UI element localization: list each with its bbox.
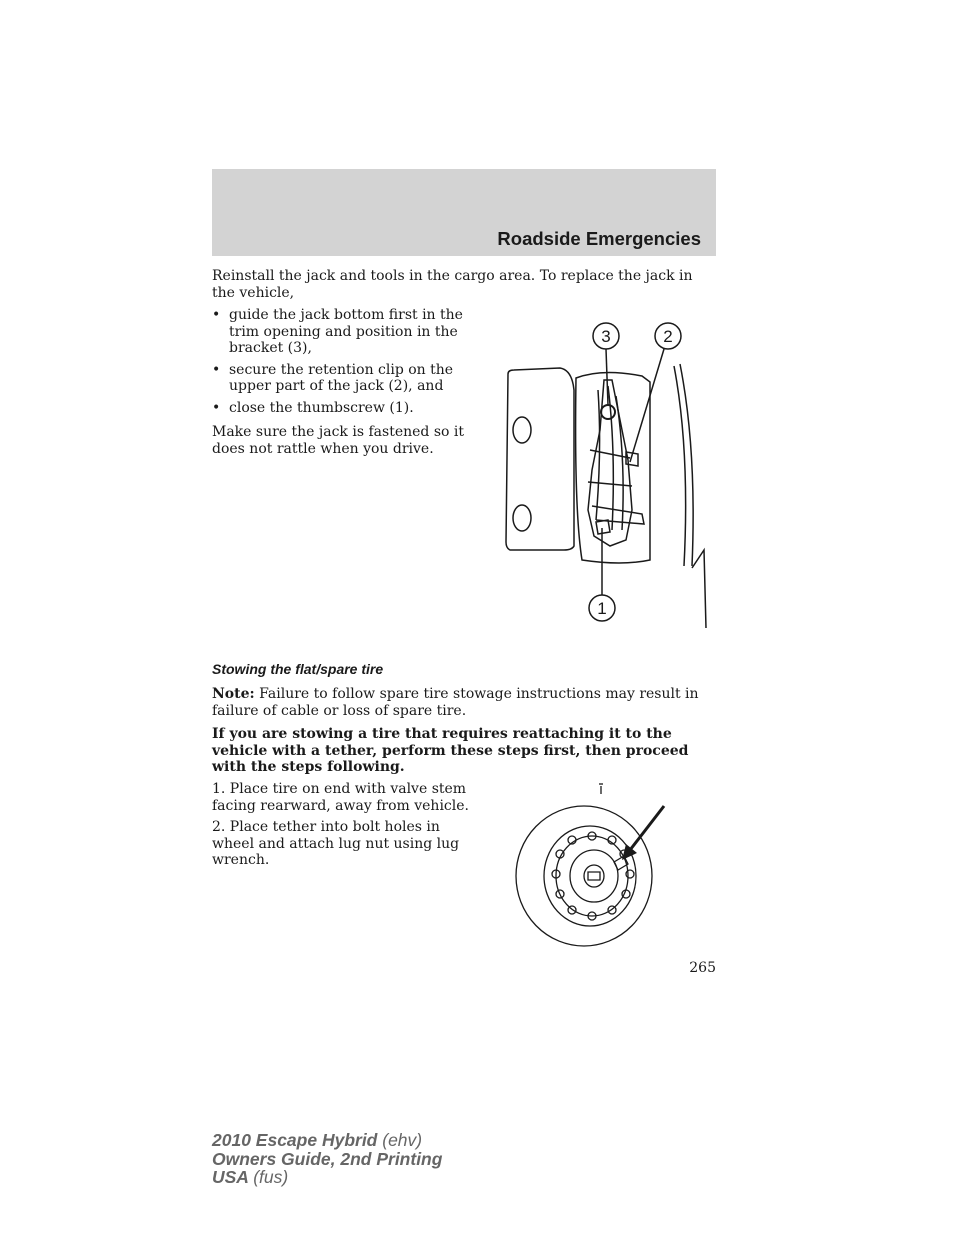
note-label: Note: xyxy=(212,686,255,702)
jack-stowage-illustration xyxy=(492,310,714,628)
fasten-note-paragraph: Make sure the jack is fastened so it does not rattle when you drive. xyxy=(212,424,464,457)
jack-intro-paragraph: Reinstall the jack and tools in the cargo area. To replace the jack in the vehicle, xyxy=(212,268,693,301)
document-footer xyxy=(212,1131,442,1187)
bullet-icon: • xyxy=(212,361,221,378)
jack-steps-list xyxy=(212,307,472,421)
spare-tire-illustration xyxy=(506,780,674,952)
footer-model-code: (ehv) xyxy=(382,1130,423,1150)
note-text: Failure to follow spare tire stowage instructions may result in failure of cable or loss of spare tire. xyxy=(212,686,699,719)
footer-edition: Owners Guide, 2nd Printing xyxy=(212,1148,443,1169)
stowing-subheading: Stowing the flat/spare tire xyxy=(212,661,384,677)
arrow-icon xyxy=(622,806,664,860)
callout-label-3: 3 xyxy=(601,327,611,346)
list-item: • close the thumbscrew (1). xyxy=(212,399,414,416)
tether-warning-paragraph: If you are stowing a tire that requires reattaching it to the vehicle with a tether, perform these steps first, then proceed with the steps following. xyxy=(212,726,689,775)
stowing-steps xyxy=(212,781,474,874)
section-title: Roadside Emergencies xyxy=(497,228,701,249)
list-item: 1. Place tire on end with valve stem facing rearward, away from vehicle. xyxy=(212,781,469,814)
list-item: • secure the retention clip on the upper part of the jack (2), and xyxy=(212,361,454,394)
footer-model: 2010 Escape Hybrid xyxy=(212,1130,378,1150)
footer-market-code: (fus) xyxy=(253,1167,289,1187)
callout-label-1: 1 xyxy=(597,599,607,618)
callout-label-2: 2 xyxy=(663,327,673,346)
list-item: • guide the jack bottom first in the trim opening and position in the bracket (3), xyxy=(212,307,463,356)
bullet-icon: • xyxy=(212,307,221,323)
section-header-band xyxy=(212,169,716,256)
page-number: 265 xyxy=(689,960,716,976)
footer-market: USA xyxy=(212,1167,249,1187)
stowage-note-paragraph xyxy=(212,686,716,719)
list-item: 2. Place tether into bolt holes in wheel and attach lug nut using lug wrench. xyxy=(212,819,460,868)
bullet-icon: • xyxy=(212,399,221,416)
